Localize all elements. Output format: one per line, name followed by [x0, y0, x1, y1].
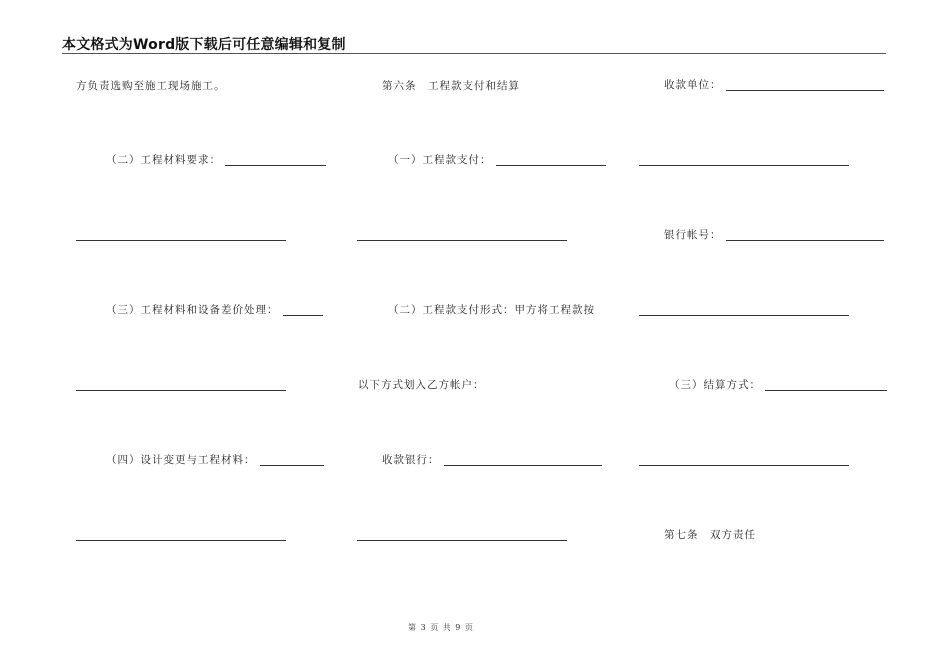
payment-row: [388, 154, 606, 166]
settlement-method-blank: [765, 379, 887, 391]
payment-form-continued: 以下方式划入乙方帐户：: [358, 379, 485, 391]
price-difference-blank: [283, 304, 323, 316]
settlement-method-row: [669, 379, 887, 391]
material-requirements-label: （二）工程材料要求：: [106, 154, 221, 166]
article-7-heading: 第七条 双方责任: [664, 529, 756, 541]
article-6-heading: 第六条 工程款支付和结算: [382, 80, 520, 92]
design-change-row: [106, 454, 324, 466]
settlement-method-label: （三）结算方式：: [669, 379, 761, 391]
payment-label: （一）工程款支付：: [388, 154, 492, 166]
bank-account-row: [664, 229, 884, 241]
price-difference-label: （三）工程材料和设备差价处理：: [106, 304, 279, 316]
design-change-blank: [260, 454, 324, 466]
fill-in-line: [639, 165, 849, 166]
document-header-title: 本文格式为Word版下载后可任意编辑和复制: [62, 37, 346, 53]
price-difference-row: [106, 304, 323, 316]
fill-in-line: [639, 315, 849, 316]
bank-account-blank: [726, 229, 884, 241]
material-requirements-row: [106, 154, 326, 166]
fill-in-line: [76, 540, 286, 541]
payee-row: [664, 79, 884, 91]
fill-in-line: [357, 540, 567, 541]
receiving-bank-label: 收款银行：: [382, 454, 440, 466]
payee-blank: [726, 79, 884, 91]
receiving-bank-blank: [444, 454, 602, 466]
payment-blank: [496, 154, 606, 166]
continued-text-line: 方负责选购至施工现场施工。: [76, 80, 226, 92]
header-divider: [62, 53, 886, 54]
fill-in-line: [357, 240, 567, 241]
page-number: 第 3 页 共 9 页: [408, 623, 474, 632]
receiving-bank-row: [382, 454, 602, 466]
material-requirements-blank: [225, 154, 326, 166]
payment-form-label: （二）工程款支付形式：甲方将工程款按: [388, 304, 595, 316]
fill-in-line: [76, 390, 286, 391]
bank-account-label: 银行帐号：: [664, 229, 722, 241]
fill-in-line: [639, 465, 849, 466]
design-change-label: （四）设计变更与工程材料：: [106, 454, 256, 466]
payee-label: 收款单位：: [664, 79, 722, 91]
fill-in-line: [76, 240, 286, 241]
